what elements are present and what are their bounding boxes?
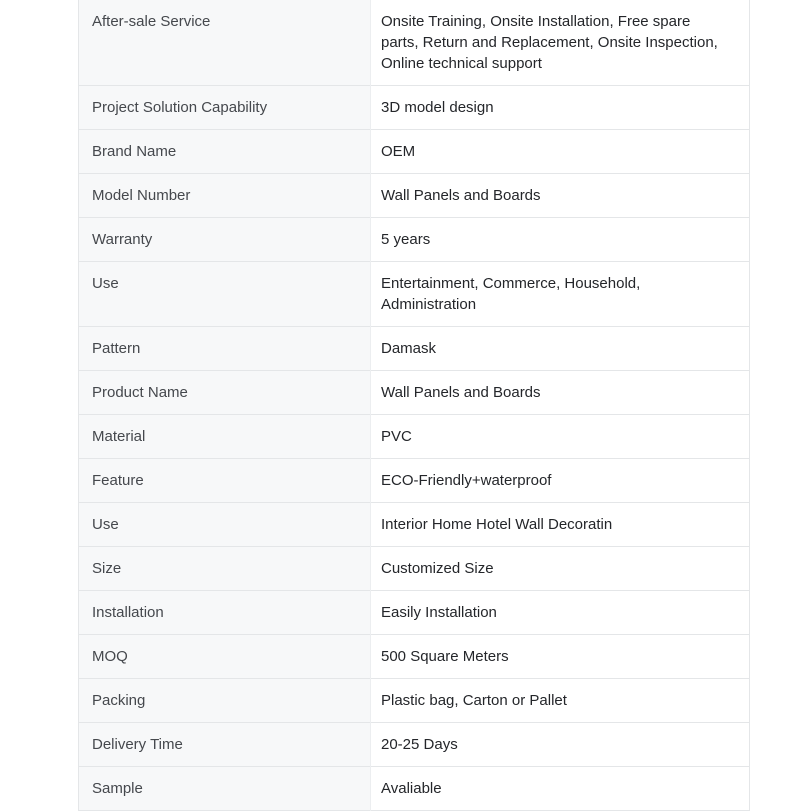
spec-label-cell: Material (79, 415, 371, 459)
spec-value-cell: 3D model design (371, 86, 750, 130)
table-row (79, 547, 750, 591)
spec-label-cell: Use (79, 503, 371, 547)
spec-label-cell: Installation (79, 591, 371, 635)
table-row (79, 174, 750, 218)
table-row (79, 262, 750, 327)
spec-table-body (79, 0, 750, 811)
table-row (79, 635, 750, 679)
spec-label-cell: Sample (79, 767, 371, 811)
spec-value-cell: Plastic bag, Carton or Pallet (371, 679, 750, 723)
spec-label-cell: Delivery Time (79, 723, 371, 767)
spec-label-cell: Product Name (79, 371, 371, 415)
product-specifications-section (78, 0, 749, 811)
table-row (79, 130, 750, 174)
spec-label-cell: Pattern (79, 327, 371, 371)
spec-label-cell: Brand Name (79, 130, 371, 174)
table-row (79, 591, 750, 635)
spec-label-cell: Feature (79, 459, 371, 503)
table-row (79, 0, 750, 86)
spec-label-cell: MOQ (79, 635, 371, 679)
spec-value-cell: Onsite Training, Onsite Installation, Free spare parts, Return and Replacement, Onsite Inspection, Online technical support (371, 0, 750, 86)
spec-value-cell: Wall Panels and Boards (371, 174, 750, 218)
spec-value-cell: Avaliable (371, 767, 750, 811)
table-row (79, 218, 750, 262)
product-specs-table (78, 0, 750, 811)
spec-value-cell: 20-25 Days (371, 723, 750, 767)
table-row (79, 459, 750, 503)
spec-value-cell: 500 Square Meters (371, 635, 750, 679)
spec-value-cell: 5 years (371, 218, 750, 262)
table-row (79, 86, 750, 130)
table-row (79, 503, 750, 547)
spec-label-cell: Model Number (79, 174, 371, 218)
spec-value-cell: Easily Installation (371, 591, 750, 635)
spec-label-cell: Size (79, 547, 371, 591)
spec-value-cell: Interior Home Hotel Wall Decoratin (371, 503, 750, 547)
spec-value-cell: Wall Panels and Boards (371, 371, 750, 415)
spec-label-cell: Packing (79, 679, 371, 723)
spec-value-cell: OEM (371, 130, 750, 174)
spec-label-cell: Warranty (79, 218, 371, 262)
spec-value-cell: Entertainment, Commerce, Household, Administration (371, 262, 750, 327)
spec-value-cell: PVC (371, 415, 750, 459)
spec-value-cell: Damask (371, 327, 750, 371)
table-row (79, 767, 750, 811)
table-row (79, 723, 750, 767)
table-row (79, 679, 750, 723)
spec-value-cell: Customized Size (371, 547, 750, 591)
spec-label-cell: Project Solution Capability (79, 86, 371, 130)
table-row (79, 371, 750, 415)
spec-label-cell: Use (79, 262, 371, 327)
spec-label-cell: After-sale Service (79, 0, 371, 86)
spec-value-cell: ECO-Friendly+waterproof (371, 459, 750, 503)
table-row (79, 327, 750, 371)
table-row (79, 415, 750, 459)
